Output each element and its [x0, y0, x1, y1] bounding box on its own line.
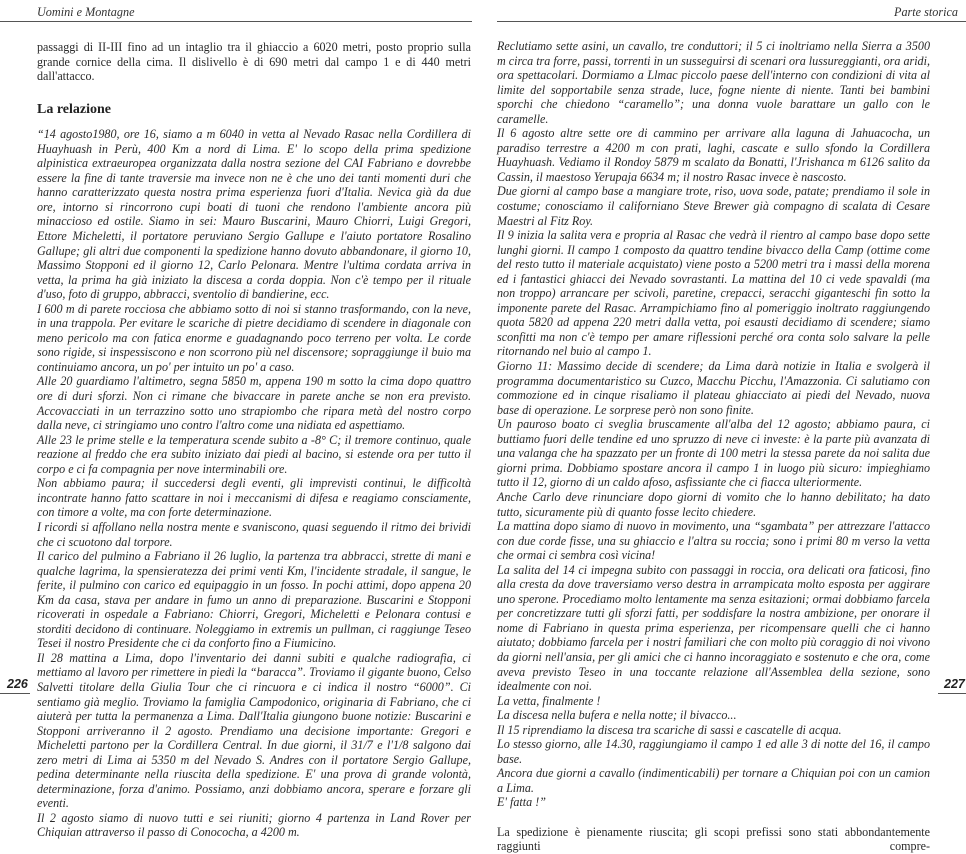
- report-paragraph: Reclutiamo sette asini, un cavallo, tre conduttori; il 5 ci inoltriamo nella Sierra a 3500 m circa tra forre, passi, torrenti in un susseguirsi di scenari ora lussureggianti, ora aridi, ora spettacolari. Dormiamo a Llmac piccolo paese dell'interno con condizioni di vita al limite del sopportabile senza strade, luce, fogne niente di niente. Tanti bei bambini sporchi che chiedono “caramello”; una donna vuole barattare un gallo con le caramelle.: [497, 39, 930, 126]
- report-paragraph: La discesa nella bufera e nella notte; il bivacco...: [497, 708, 737, 723]
- report-paragraph: Due giorni al campo base a mangiare trote, riso, uova sode, patate; prendiamo il sole in costume; conosciamo il californiano Steve Brewer già compagno di scalata di Cesare Maestri al Fitz Roy.: [497, 184, 930, 228]
- report-paragraph: I 600 m di parete rocciosa che abbiamo sotto di noi si stanno trasformando, con la neve, in una trappola. Per evitare le scariche di pietre decidiamo di scendere in diagonale con meno pericolo ma con fatica enorme e guadagnando poco terreno per volta. Le corde sono rigide, si inspessiscono e non scorrono più nel discensore; sopraggiunge il buio ma continuiamo ancora, un po' per intuito un po' a caso.: [37, 301, 471, 374]
- report-paragraph: Giorno 11: Massimo decide di scendere; da Lima darà notizie in Italia e svolgerà il programma documentaristico su Cuzco, Macchu Picchu, l'Amazzonia. Ci salutiamo con commozione ed in cinque risaliamo il plateau ghiacciato ai piedi del Nevado, nuova base di operazione. Le sorprese però non sono finite.: [497, 359, 930, 417]
- header-rule-left: [0, 0, 472, 22]
- report-paragraph: E' fatta !”: [497, 795, 546, 810]
- paragraph-spacer: [497, 810, 930, 825]
- page-number-left: 226: [0, 677, 30, 694]
- right-page-body: [497, 39, 930, 854]
- report-paragraph: Anche Carlo deve rinunciare dopo giorni di vomito che lo hanno debilitato; ha dato tutto, sicuramente più di quanto fosse lecito chiedere.: [497, 489, 930, 519]
- report-paragraph: La vetta, finalmente !: [497, 693, 601, 708]
- report-paragraph: La salita del 14 ci impegna subito con passaggi in roccia, ora delicati ora faticosi, fino alla cresta da dove traversiamo verso destra in arrampicata molto esposta per aggirare uno sperone. Procediamo molto lentamente ma senza esitazioni; ormai dobbiamo farcela per concretizzare tutti gli sforzi fatti, per soddisfare la nostra ambizione, per onorare il nome di Fabriano in questa prima esperienza, per ricompensare quelli che ci hanno aiutato; dobbiamo farcela per i nostri familiari che con molto più coraggio di noi vivono da giorni nell'ansia, per gli amici che ci hanno incoraggiato e sostenuto e che ora, come aveva previsto Teseo in una toccante relazione all'Assemblea della sezione, sono idealmente con noi.: [497, 562, 930, 694]
- page-number-right: 227: [938, 677, 966, 694]
- report-paragraph: Alle 23 le prime stelle e la temperatura scende subito a -8° C; il tremore continuo, quale reazione al freddo che era subito iniziato dai piedi al bacino, si estende ora per tutto il corpo e ci fa compagnia per nove interminabili ore.: [37, 432, 471, 476]
- report-paragraph: Il carico del pulmino a Fabriano il 26 luglio, la partenza tra abbracci, strette di mani e qualche lagrima, la spensieratezza dei primi venti Km, l'incidente stradale, il sangue, le ferite, il pulmino con carico ed equipaggio in un fosso. In pochi attimi, dopo appena 20 Km da casa, stava per andare in fumo un anno di preparazione. Buscarini e Stopponi ricoverati in ospedale a Fabriano: Chiorri, Gregori, Micheletti e Pelonara contusi e storditi decidono di continuare. Noleggiamo in extremis un pullman, ci raggiunge Teseo Tesei il nostro Presidente che ci da conforto fino a Fiumicino.: [37, 549, 471, 651]
- report-paragraph: Lo stesso giorno, alle 14.30, raggiungiamo il campo 1 ed alle 3 di notte del 16, il campo base.: [497, 737, 930, 766]
- right-page: [483, 0, 966, 854]
- report-paragraph: I ricordi si affollano nella nostra mente e svaniscono, quasi seguendo il ritmo dei brividi che ci scuotono dal torpore.: [37, 519, 471, 549]
- section-title: La relazione: [37, 101, 112, 117]
- running-head-left: Uomini e Montagne: [37, 5, 135, 19]
- report-paragraph: Un pauroso boato ci sveglia bruscamente all'alba del 12 agosto; abbiamo paura, ci buttiamo fuori delle tendine ed uno spruzzo di neve ci investe: è la parte più avanzata di una valanga che ha spazzato per un fronte di 100 metri la stessa parete da noi salita due giorni prima. Dobbiamo spostare ancora il campo 1 in luogo più sicuro: impieghiamo tutto il 12, giorno di un caldo afoso, asfissiante che ci fiacca ulteriormente.: [497, 417, 930, 490]
- report-paragraph: Alle 20 guardiamo l'altimetro, segna 5850 m, appena 190 m sotto la cima dopo quattro ore di duri sforzi. Non ci rimane che bivaccare in parete anche se non era previsto. Accovacciati in un terrazzino sotto uno strapiombo che ripara metà del nostro corpo dalla neve, ci stringiamo uno contro l'altro come una nidiata ed aspettiamo.: [37, 374, 471, 433]
- report-paragraph: Il 15 riprendiamo la discesa tra scariche di sassi e cascatelle di acqua.: [497, 722, 842, 737]
- intro-paragraph: passaggi di II-III fino ad un intaglio tra il ghiaccio a 6020 metri, posto proprio sulla grande cornice della cima. Il dislivello è di 690 metri dal campo 1 e di 440 metri dall'attacco.: [37, 40, 471, 84]
- report-paragraph: Ancora due giorni a cavallo (indimenticabili) per tornare a Chiquian poi con un camion a Lima.: [497, 766, 930, 795]
- report-paragraph: Il 28 mattina a Lima, dopo l'inventario dei danni subiti e qualche radiografia, ci mettiamo al lavoro per rimettere in piedi la “baracca”. Troviamo il gigante buono, Celso Salvetti titolare della Giulia Tour che ci rincuora e ci indica il nostro “6000”. Ci sentiamo già meglio. Troviamo la famiglia Campodonico, originaria di Fabriano, che ci aiuterà per tutta la permanenza a Lima. Dall'Italia giungono buone notizie: Buscarini e Stopponi arriveranno il 2 agosto. Prendiamo una decisione importante: Gregori e Micheletti partono per la Cordillera Central. In due giorni, il 31/7 e l'1/8 salgono dai zero metri di Lima ai 5350 m del Nevado S. Andres con il portatore Sergio Gallupe, pedina determinante nella riuscita della spedizione. E' una prova di grande volontà, determinazione, forza d'animo. Possiamo, anzi dobbiamo ancora, sperare e forzare gli eventi.: [37, 650, 471, 811]
- report-paragraph: La mattina dopo siamo di nuovo in movimento, una “sgambata” per attrezzare l'attacco con due corde fisse, una su ghiaccio e l'altra su roccia; sono i primi 80 m verso la vetta che ormai ci sembra così vicina!: [497, 519, 930, 563]
- report-paragraph: Il 6 agosto altre sette ore di cammino per arrivare alla laguna di Jahuacocha, un paradiso terrestre a 4200 m con prati, laghi, cascate e sullo sfondo la Cordillera Huayhuash. Vediamo il Rondoy 5879 m scalato da Bonatti, l'Jrishanca m 6126 salito da Cassin, il maestoso Yerupaja 6634 m; il nostro Rasac invece è nascosto.: [497, 126, 930, 184]
- running-head-right: Parte storica: [894, 5, 958, 19]
- report-paragraph: Il 9 inizia la salita vera e propria al Rasac che vedrà il rientro al campo base dopo sette lunghi giorni. Il campo 1 composto da quattro tendine bivacco della Camp (ottime come del resto tutto il materiale acquistato) viene posto a 5200 metri tra i massi della morena ed i fantastici ghiacci dei Nevado sovrastanti. La mattina del 10 ci vede spavaldi (ma non troppo) arrancare per scivoli, paretine, crepacci, seracchi giganteschi fin sotto la imponente parete del Rasac. Arrampichiamo fino al pomeriggio inoltrato raggiungendo quota 5820 ad appena 220 metri dalla vetta, poi esausti decidiamo di scendere; siamo sconfitti ma non c'è tempo per amare riflessioni perché ora conta solo salvare la pelle ritornando nel buio al campo 1.: [497, 228, 930, 359]
- header-rule-right: [497, 0, 966, 22]
- closing-paragraph: La spedizione è pienamente riuscita; gli scopi prefissi sono stati abbondantemente raggiunti compre-: [497, 824, 930, 854]
- report-paragraph: Il 2 agosto siamo di nuovo tutti e sei riuniti; giorno 4 partenza in Land Rover per Chiquian attraverso il passo di Conococha, a 4200 m.: [37, 810, 471, 840]
- report-paragraph: Non abbiamo paura; il succedersi degli eventi, gli imprevisti continui, le difficoltà incontrate hanno fatto scattare in noi i meccanismi di difesa e reagiamo consciamente, con timore a volte, ma con forte determinazione.: [37, 476, 471, 520]
- report-paragraph: “14 agosto1980, ore 16, siamo a m 6040 in vetta al Nevado Rasac nella Cordillera di Huayhuash in Perù, 400 Km a nord di Lima. E' lo scopo della prima spedizione alpinistica extraeuropea organizzata dalla nostra sezione del CAI Fabriano e dovrebbe essere la fine di tante traversie ma invece non ne è che uno dei tanti momenti duri che hanno caratterizzato questa nostra prima esperienza fuori d'Italia. Nevica già da due ore, intorno si rincorrono cupi boati di tuoni che rendono l'ambiente ancora più minaccioso ed ostile. Siamo in sei: Mauro Buscarini, Mauro Chiorri, Luigi Gregori, Ettore Micheletti, il portatore peruviano Sergio Gallupe e l'aiuto portatore Rosalino Gallupe; gli altri due componenti la spedizione hanno dovuto abbandonare, il giorno 10, Massimo Stopponi ed il giorno 12, Carlo Pelonara. Mentre l'ultima cordata arriva in vetta, la prima ha già iniziato la discesa a corda doppia. Non c'è tempo per il rituale d'uso, foto di gruppo, abbracci, sventolio di bandierine, ecc.: [37, 127, 471, 302]
- left-page-body: [37, 40, 471, 840]
